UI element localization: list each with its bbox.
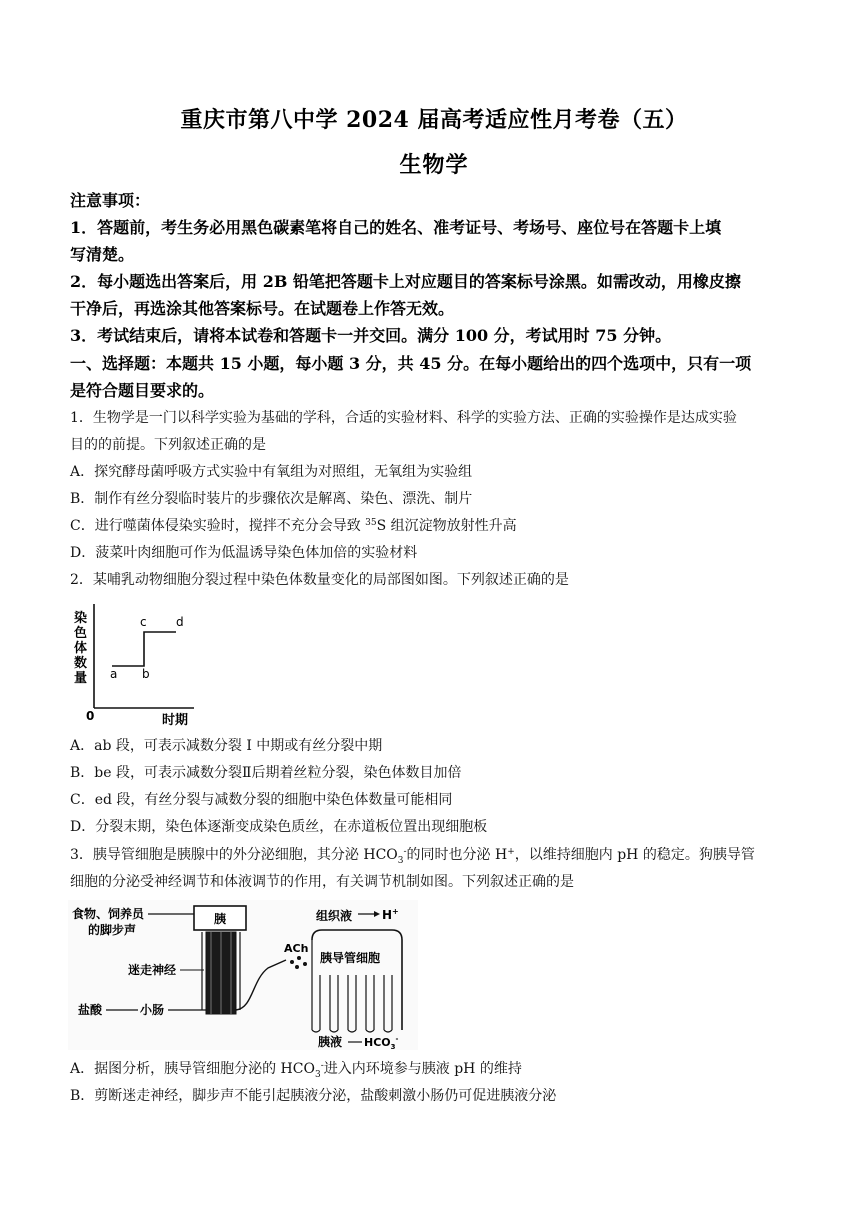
subject-title: 生物学 xyxy=(399,152,469,178)
q2-option-b: B．be 段，可表示减数分裂Ⅱ后期着丝粒分裂，染色体数目加倍 xyxy=(70,765,462,781)
q3-hco3-sup: - xyxy=(395,1035,399,1043)
q3-footstep-label: 的脚步声 xyxy=(88,923,137,937)
q2-origin-label: 0 xyxy=(86,709,95,723)
q1-stem: 1．生物学是一门以科学实验为基础的学科，合适的实验材料、科学的实验方法、正确的实验操作是达成实验 xyxy=(70,410,737,426)
q2-point-label: d xyxy=(176,615,184,629)
notice-item-2: 2．每小题选出答案后，用 2B 铅笔把答题卡上对应题目的答案标号涂黑。如需改动，用橡皮擦 xyxy=(70,272,741,291)
q1-option-b: B．制作有丝分裂临时装片的步骤依次是解离、染色、漂洗、制片 xyxy=(70,491,473,507)
q3-juice-label: 胰液 xyxy=(318,1035,343,1049)
q3-stem-sup2: + xyxy=(507,847,515,857)
q3-hcl-label: 盐酸 xyxy=(78,1003,103,1017)
q1-option-c xyxy=(70,517,517,535)
q3-stem xyxy=(70,846,755,870)
q3-h-sup: + xyxy=(392,907,399,916)
q2-figure xyxy=(72,596,202,728)
q3-ach-dot xyxy=(295,965,299,969)
q3-stem-cont: 细胞的分泌受神经调节和体液调节的作用，有关调节机制如图。下列叙述正确的是 xyxy=(70,874,574,890)
q2-option-d: D．分裂末期，染色体逐渐变成染色质丝，在赤道板位置出现细胞板 xyxy=(70,819,488,835)
q3-stem-sub: 3 xyxy=(397,855,404,866)
q3-ach-dot xyxy=(290,960,294,964)
notice-heading: 注意事项： xyxy=(70,191,151,210)
q2-x-label: 时期 xyxy=(162,713,189,728)
q2-ylabel-char: 数 xyxy=(74,656,88,671)
q3-stem-sup: - xyxy=(403,847,407,857)
q3-option-a-sub: 3 xyxy=(314,1069,321,1080)
q1-option-c-pre: C．进行噬菌体侵染实验时，搅拌不充分会导致 xyxy=(70,518,361,534)
q3-hco3-text: HCO xyxy=(364,1036,391,1049)
notice-item-2-cont: 干净后，再选涂其他答案标号。在试题卷上作答无效。 xyxy=(70,299,455,318)
pancreatic-regulation-diagram xyxy=(68,900,418,1050)
q2-ylabel-char: 染 xyxy=(74,611,88,626)
q3-duct-cell-label: 胰导管细胞 xyxy=(320,951,381,965)
notice-item-1-cont: 写清楚。 xyxy=(70,245,135,264)
q1-option-c-post: S 组沉淀物放射性升高 xyxy=(376,518,517,534)
q1-option-c-sup: 35 xyxy=(365,518,377,528)
q2-ylabel-char: 色 xyxy=(74,626,88,641)
q3-option-a-post: 进入内环境参与胰液 pH 的维持 xyxy=(323,1061,522,1077)
q3-tissue-fluid-label: 组织液 xyxy=(316,909,353,923)
q3-intestine-label: 小肠 xyxy=(140,1003,165,1017)
q3-stem-mid: 的同时也分泌 H xyxy=(406,847,508,863)
chromosome-count-chart xyxy=(72,596,202,728)
q1-option-d: D．菠菜叶肉细胞可作为低温诱导染色体加倍的实验材料 xyxy=(70,545,418,561)
q2-point-label: b xyxy=(142,667,150,681)
notice-item-1: 1．答题前，考生务必用黑色碳素笔将自己的姓名、准考证号、考场号、座位号在答题卡上填 xyxy=(70,218,722,237)
q3-option-a-pre: A．据图分析，胰导管细胞分泌的 HCO xyxy=(70,1061,315,1077)
q2-plot-area xyxy=(110,615,184,681)
q3-h-text: H xyxy=(382,908,393,922)
q3-ach-dot xyxy=(303,962,307,966)
q2-option-c: C．ed 段，有丝分裂与减数分裂的细胞中染色体数量可能相同 xyxy=(70,792,453,808)
q2-chromosome-line xyxy=(112,632,176,666)
q2-ylabel-char: 体 xyxy=(74,641,88,656)
q3-pancreas-label: 胰 xyxy=(214,912,227,926)
q3-food-label: 食物、饲养员 xyxy=(72,907,145,921)
q3-option-a-sup: - xyxy=(320,1061,324,1071)
exam-title: 重庆市第八中学 2024 届高考适应性月考卷（五） xyxy=(180,107,688,133)
q3-figure xyxy=(68,900,418,1050)
q3-hco3-sub: 3 xyxy=(390,1043,396,1050)
q3-ach-dot xyxy=(297,956,301,960)
q3-ach-label: ACh xyxy=(284,942,309,955)
q3-vagus-label: 迷走神经 xyxy=(128,963,177,977)
q3-stem-post: ，以维持细胞内 pH 的稳定。狗胰导管 xyxy=(514,847,755,863)
q3-option-a xyxy=(70,1060,522,1084)
section-heading-cont: 是符合题目要求的。 xyxy=(70,381,215,400)
q2-option-a: A．ab 段，可表示减数分裂 I 中期或有丝分裂中期 xyxy=(70,738,383,754)
q2-y-label xyxy=(74,610,87,686)
q2-ylabel-char: 量 xyxy=(74,671,88,686)
q2-point-label: c xyxy=(140,615,147,629)
q3-stem-pre: 3．胰导管细胞是胰腺中的外分泌细胞，其分泌 HCO xyxy=(70,847,398,863)
q1-option-a: A．探究酵母菌呼吸方式实验中有氧组为对照组，无氧组为实验组 xyxy=(70,464,473,480)
q1-stem-cont: 目的的前提。下列叙述正确的是 xyxy=(70,437,266,453)
section-heading: 一、选择题：本题共 15 小题，每小题 3 分，共 45 分。在每小题给出的四个选项中，只有一项 xyxy=(70,354,752,373)
q3-option-b: B．剪断迷走神经，脚步声不能引起胰液分泌，盐酸刺激小肠仍可促进胰液分泌 xyxy=(70,1088,557,1104)
notice-item-3: 3．考试结束后，请将本试卷和答题卡一并交回。满分 100 分，考试用时 75 分钟。 xyxy=(70,326,672,345)
q2-stem: 2．某哺乳动物细胞分裂过程中染色体数量变化的局部图如图。下列叙述正确的是 xyxy=(70,572,569,588)
q2-point-label: a xyxy=(110,667,118,681)
